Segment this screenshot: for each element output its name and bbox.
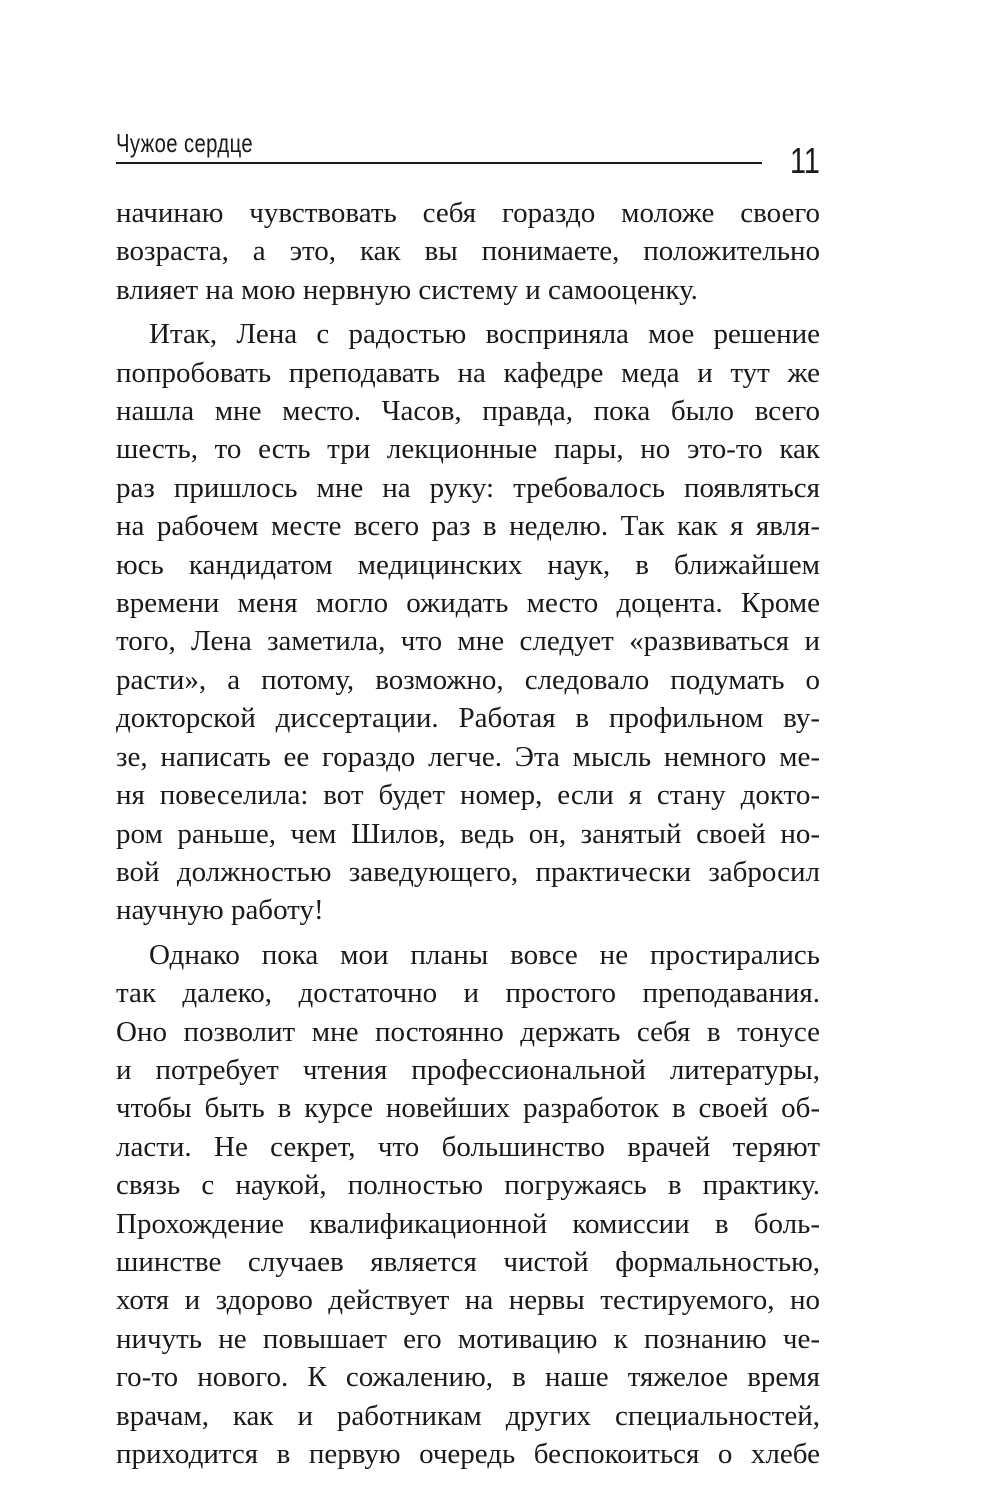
text-line: ласти. Не секрет, что большинство врачей теряют bbox=[116, 1130, 820, 1163]
text-line: возраста, а это, как вы понимаете, положительно bbox=[116, 235, 820, 268]
text-line: на рабочем месте всего раз в неделю. Так как я явля- bbox=[116, 510, 820, 543]
text-line: Итак, Лена с радостью восприняла мое решение bbox=[149, 318, 820, 351]
text-line: шинстве случаев является чистой формальностью, bbox=[116, 1245, 820, 1278]
text-line: расти», а потому, возможно, следовало подумать о bbox=[116, 663, 820, 696]
text-line: го-то нового. К сожалению, в наше тяжелое время bbox=[116, 1361, 820, 1394]
header-rule bbox=[116, 162, 762, 164]
text-line: того, Лена заметила, что мне следует «развиваться и bbox=[116, 625, 820, 658]
text-line: чтобы быть в курсе новейших разработок в своей об- bbox=[116, 1092, 820, 1125]
text-line: юсь кандидатом медицинских наук, в ближайшем bbox=[116, 548, 820, 581]
text-line: приходится в первую очередь беспокоиться о хлебе bbox=[116, 1438, 820, 1470]
body-text bbox=[116, 194, 820, 1473]
text-line: врачам, как и работникам других специальностей, bbox=[116, 1399, 820, 1432]
text-line: времени меня могло ожидать место доцента. Кроме bbox=[116, 587, 820, 620]
text-line: связь с наукой, полностью погружаясь в практику. bbox=[116, 1169, 820, 1202]
text-line: научную работу! bbox=[116, 894, 324, 927]
paragraph bbox=[116, 194, 820, 309]
text-line: ничуть не повышает его мотивацию к познанию че- bbox=[116, 1322, 820, 1355]
text-line: попробовать преподавать на кафедре меда и тут же bbox=[116, 356, 820, 389]
paragraph bbox=[116, 936, 820, 1474]
text-line: влияет на мою нервную систему и самооценку. bbox=[116, 273, 698, 306]
text-line: докторской диссертации. Работая в профильном ву- bbox=[116, 702, 820, 735]
text-line: Однако пока мои планы вовсе не простирались bbox=[149, 938, 820, 971]
text-line: так далеко, достаточно и простого преподавания. bbox=[116, 977, 820, 1010]
text-line: Оно позволит мне постоянно держать себя в тонусе bbox=[116, 1015, 820, 1048]
text-line: начинаю чувствовать себя гораздо моложе своего bbox=[116, 197, 820, 229]
paragraph bbox=[116, 315, 820, 930]
text-line: шесть, то есть три лекционные пары, но это-то как bbox=[116, 433, 820, 466]
text-line: ром раньше, чем Шилов, ведь он, занятый своей но- bbox=[116, 817, 820, 850]
text-line: раз пришлось мне на руку: требовалось появляться bbox=[116, 471, 820, 504]
text-line: ня повеселила: вот будет номер, если я стану докто- bbox=[116, 779, 820, 812]
text-line: и потребует чтения профессиональной литературы, bbox=[116, 1053, 820, 1086]
text-line: зе, написать ее гораздо легче. Эта мысль немного ме- bbox=[116, 740, 820, 773]
running-title: Чужое сердце bbox=[116, 128, 254, 158]
text-line: вой должностью заведующего, практически забросил bbox=[116, 855, 820, 888]
text-line: нашла мне место. Часов, правда, пока было всего bbox=[116, 395, 820, 428]
text-line: Прохождение квалификационной комиссии в боль- bbox=[116, 1207, 820, 1240]
text-line: хотя и здорово действует на нервы тестируемого, но bbox=[116, 1284, 820, 1317]
page-number: 11 bbox=[790, 140, 820, 181]
